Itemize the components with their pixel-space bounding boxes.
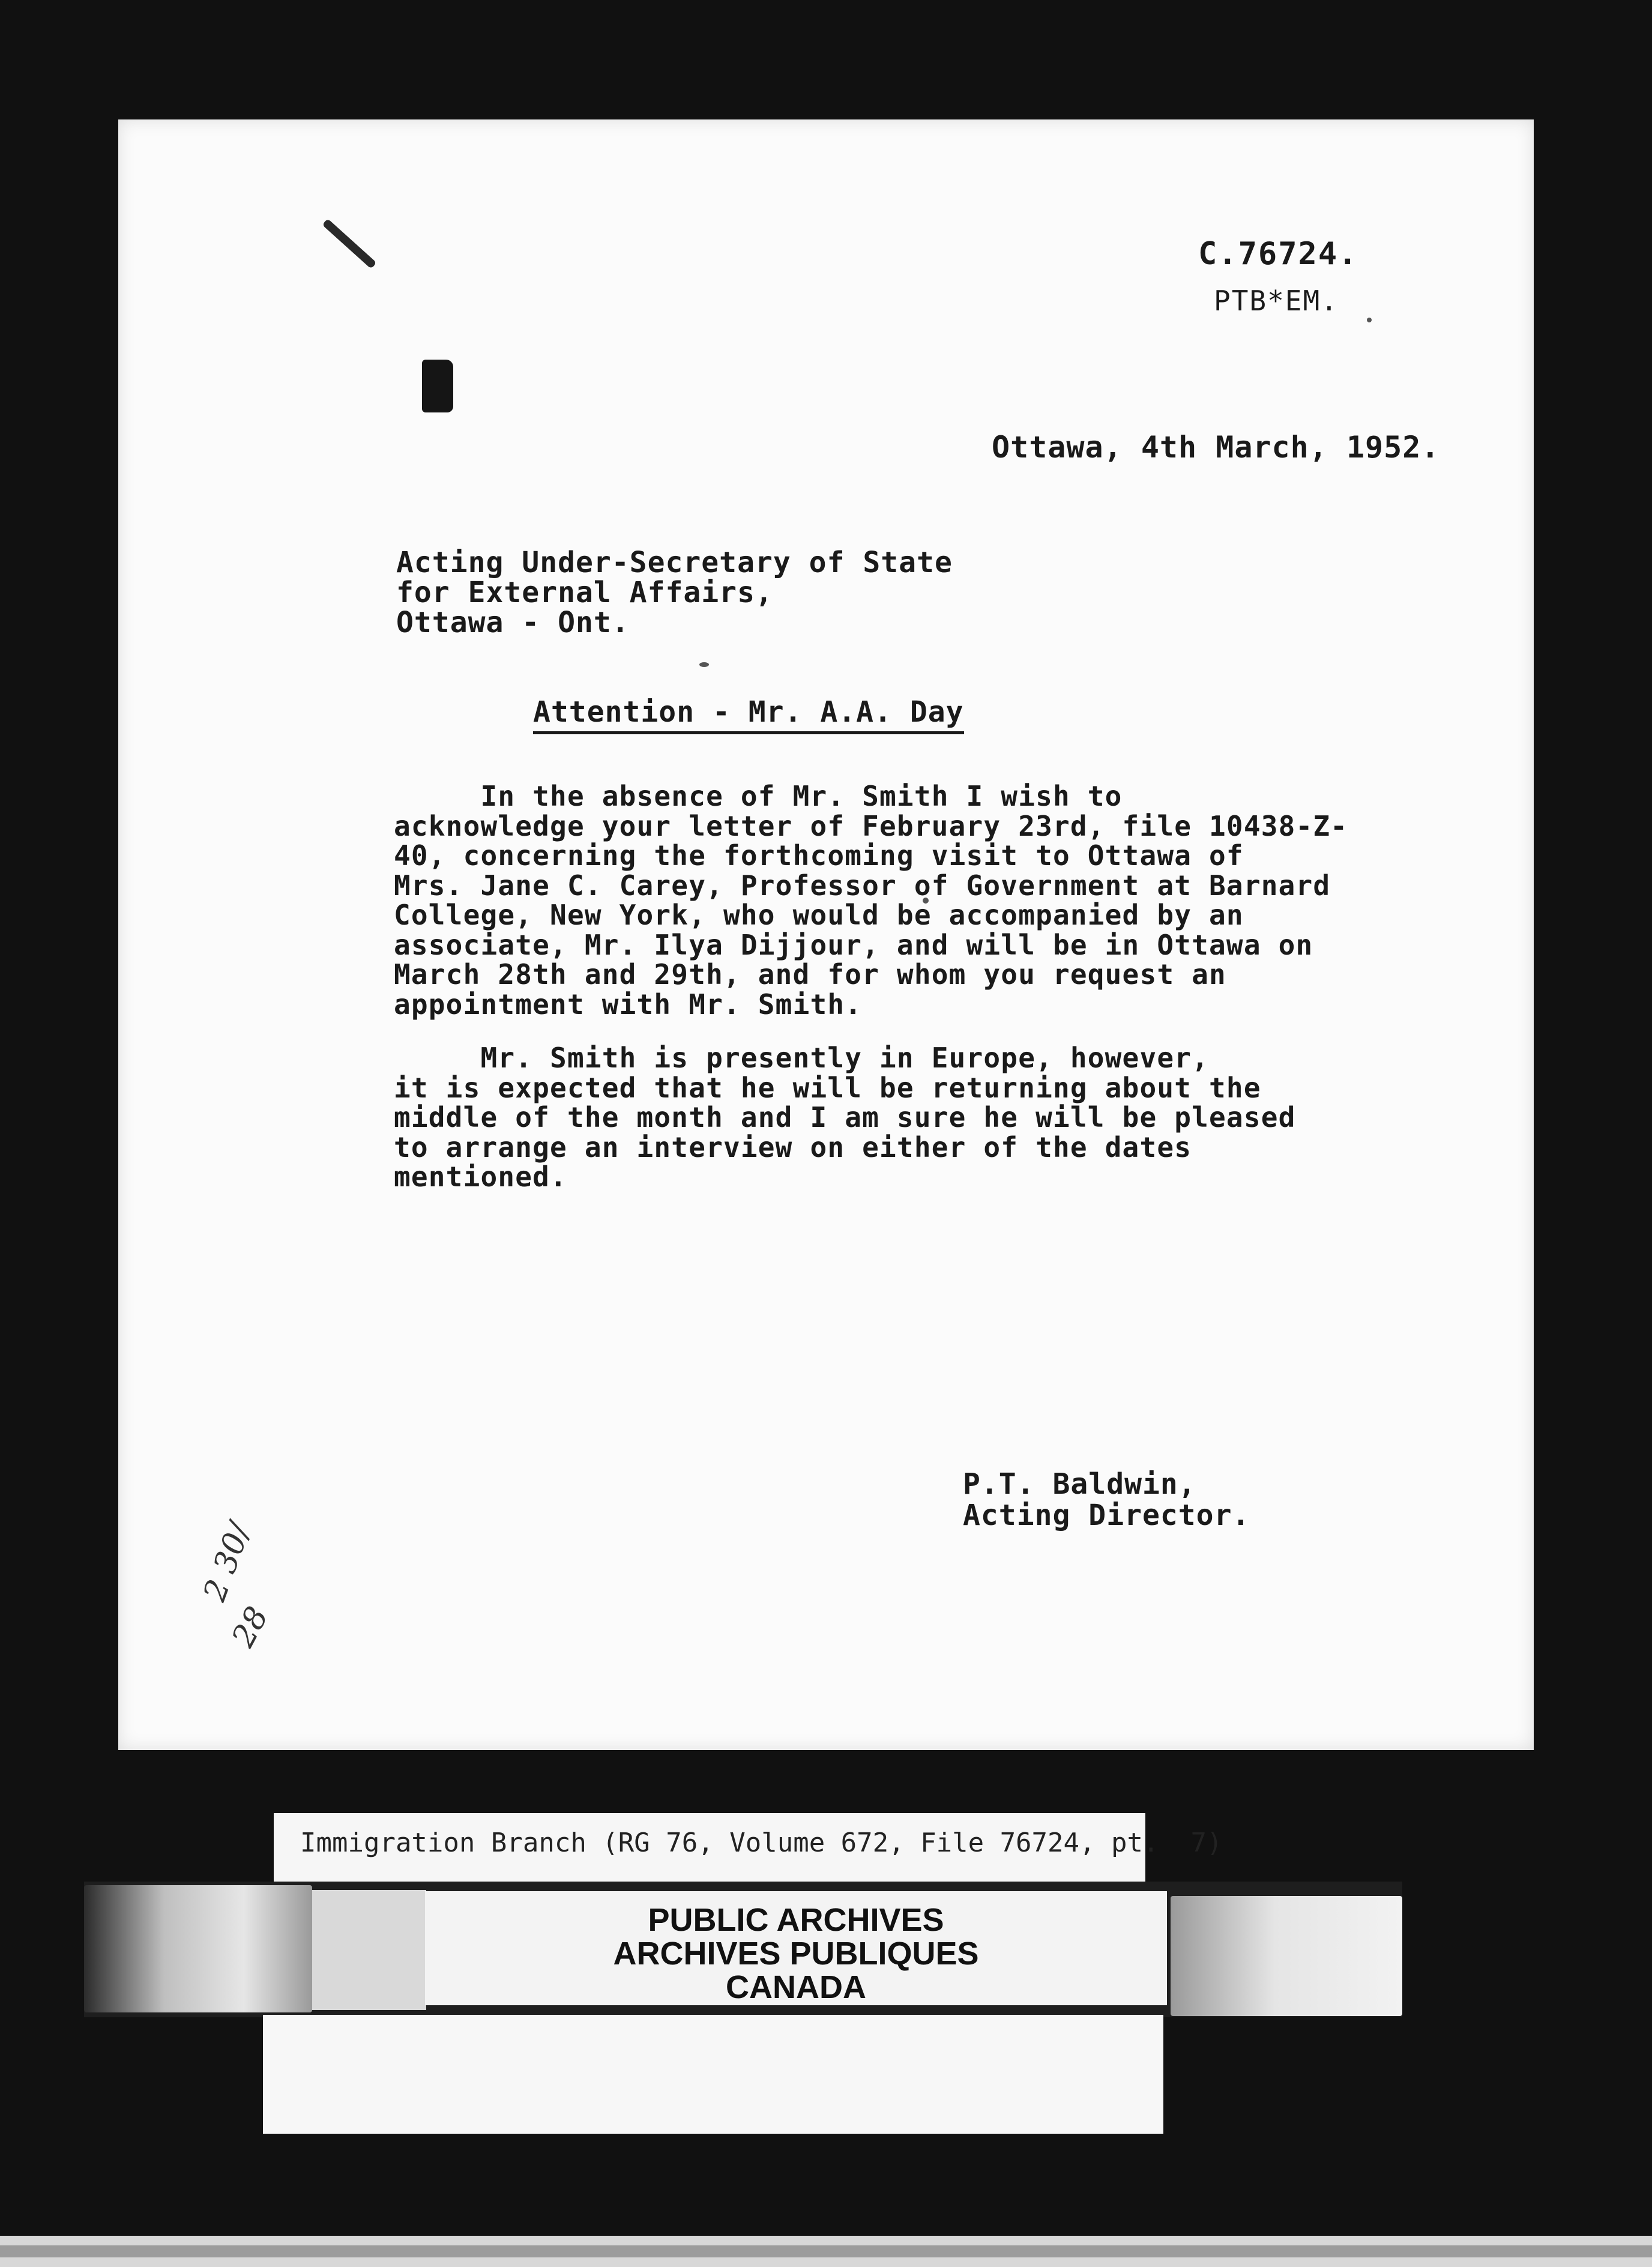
body-line: acknowledge your letter of February 23rd, file 10438-Z-	[394, 809, 1348, 842]
body-line: College, New York, who would be accompanied by an	[394, 899, 1244, 931]
body-line: Mrs. Jane C. Carey, Professor of Government at Barnard	[394, 869, 1331, 902]
film-bottom-edge-inner	[0, 2245, 1652, 2257]
addressee-line: Acting Under-Secretary of State	[396, 546, 953, 579]
body-line: mentioned.	[394, 1161, 567, 1193]
stamp-line: PUBLIC ARCHIVES	[648, 1902, 944, 1938]
body-line: middle of the month and I am sure he will be pleased	[394, 1101, 1296, 1134]
film-patch	[312, 1890, 426, 2010]
speck	[1367, 318, 1372, 322]
attention-line: Attention - Mr. A.A. Day	[533, 695, 964, 734]
archive-reference-text: Immigration Branch (RG 76, Volume 672, File 76724, pt. 7)	[300, 1828, 1223, 1858]
addressee-line: for External Affairs,	[396, 576, 773, 609]
addressee-line: Ottawa - Ont.	[396, 606, 630, 639]
addressee-block	[396, 548, 953, 638]
body-line: associate, Mr. Ilya Dijjour, and will be in Ottawa on	[394, 928, 1313, 961]
stamp-line: ARCHIVES PUBLIQUES	[613, 1936, 979, 1972]
handwritten-note: 2 30/	[196, 1518, 258, 1606]
body-line: 40, concerning the forthcoming visit to Ottawa of	[394, 839, 1244, 872]
body-line: appointment with Mr. Smith.	[394, 988, 863, 1021]
blank-card	[263, 2015, 1163, 2134]
reference-number: C.76724.	[1198, 236, 1358, 272]
signature-block	[963, 1469, 1250, 1531]
body-line: Mr. Smith is presently in Europe, however,	[394, 1042, 1210, 1074]
body-line: March 28th and 29th, and for whom you request an	[394, 958, 1226, 991]
body-line: it is expected that he will be returning about the	[394, 1071, 1261, 1104]
fold-mark	[322, 219, 376, 269]
body-paragraph-1	[394, 782, 1348, 1019]
signatory-title: Acting Director.	[963, 1499, 1250, 1532]
archives-stamp	[425, 1891, 1167, 2005]
reference-initials: PTB*EM.	[1214, 285, 1339, 317]
body-paragraph-2	[394, 1043, 1296, 1192]
archive-reference-label	[274, 1813, 1223, 1884]
stamp-line: CANADA	[726, 1969, 866, 2005]
date-line: Ottawa, 4th March, 1952.	[992, 430, 1440, 465]
film-edge-right	[1171, 1896, 1402, 2016]
body-line: In the absence of Mr. Smith I wish to	[394, 780, 1123, 812]
body-line: to arrange an interview on either of the dates	[394, 1130, 1192, 1164]
punch-hole-mark	[422, 360, 453, 412]
speck	[699, 662, 709, 667]
signatory-name: P.T. Baldwin,	[963, 1467, 1196, 1501]
film-edge-left	[84, 1885, 312, 2012]
handwritten-note: 28	[225, 1601, 276, 1653]
archives-stamp-text	[425, 1903, 1167, 2004]
